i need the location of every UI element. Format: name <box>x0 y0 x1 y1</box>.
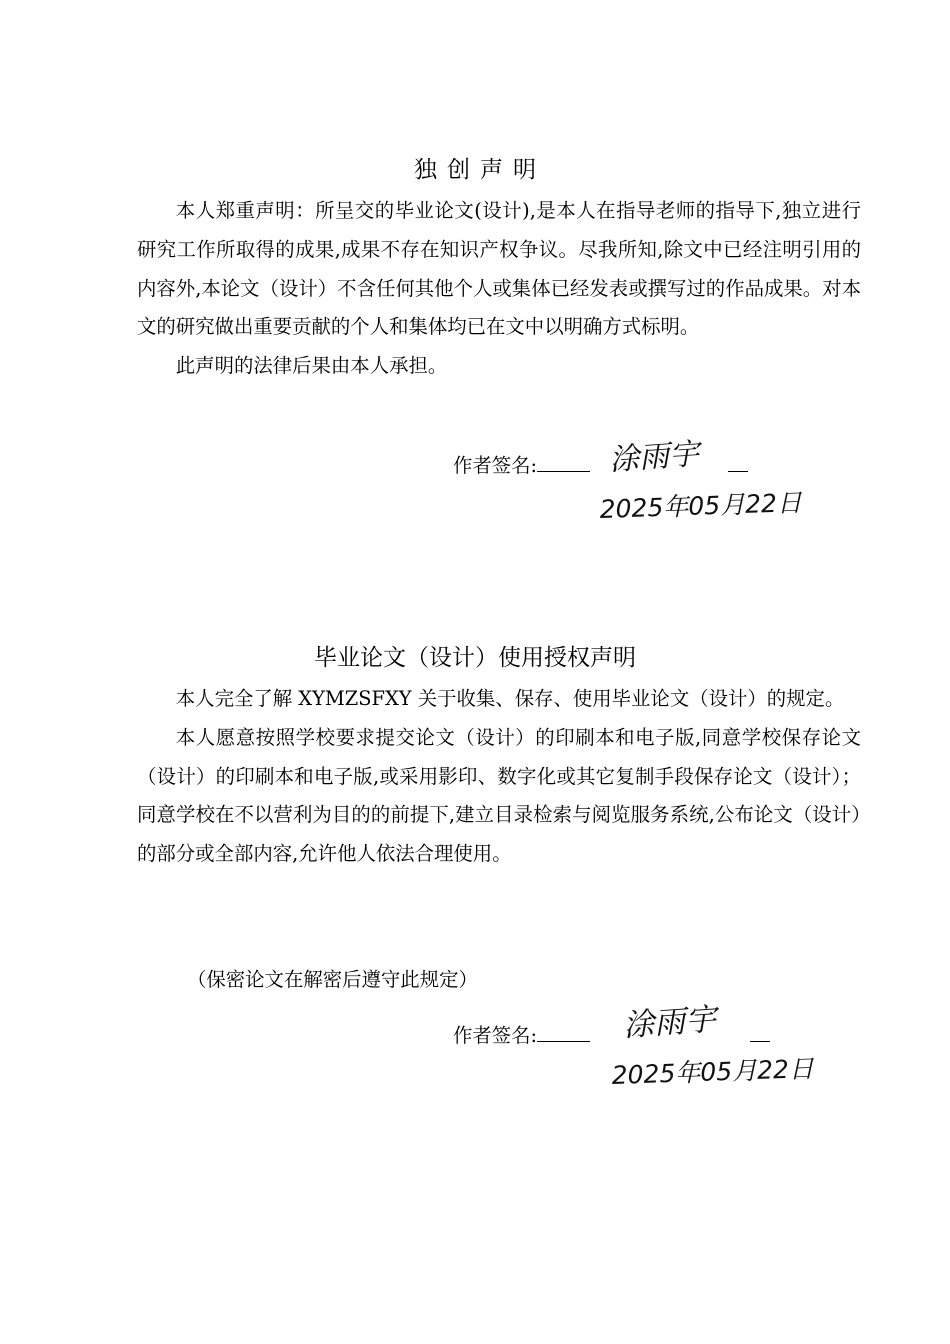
signature-label: 作者签名: <box>453 1024 538 1047</box>
originality-declaration-title: 独创声明 <box>414 157 546 183</box>
authorization-paragraph: 本人完全了解 XYMZSFXY 关于收集、保存、使用毕业论文（设计）的规定。 <box>175 687 845 710</box>
signature-blank <box>537 1019 590 1042</box>
signature-date: 2025年05月22日 <box>611 1053 815 1090</box>
handwritten-signature-2 <box>612 1000 842 1100</box>
handwritten-signature-1 <box>600 436 820 536</box>
authorization-declaration-title: 毕业论文（设计）使用授权声明 <box>314 645 636 671</box>
originality-paragraph: 本人郑重声明：所呈交的毕业论文(设计),是本人在指导老师的指导下,独立进行研究工作所取得的成果,成果不存在知识产权争议。尽我所知,除文中已经注明引用的内容外,本论文（设计）不含任何其他个人或集体已经发表或撰写过的作品成果。对本文的研究做出重要贡献的个人和集体均已在文中以明确方式标明。 <box>137 199 861 339</box>
signature-blank <box>537 449 590 472</box>
authorization-declaration-body <box>137 680 861 874</box>
originality-declaration-body <box>137 192 861 386</box>
signature-label: 作者签名: <box>453 454 538 477</box>
confidential-note: （保密论文在解密后遵守此规定） <box>187 968 478 991</box>
authorization-paragraph: 本人愿意按照学校要求提交论文（设计）的印刷本和电子版,同意学校保存论文（设计）的印刷本和电子版,或采用影印、数字化或其它复制手段保存论文（设计）；同意学校在不以营利为目的的前提下,建立目录检索与阅览服务系统,公布论文（设计）的部分或全部内容,允许他人依法合理使用。 <box>137 725 861 866</box>
signature-name: 涂雨宇 <box>608 436 701 478</box>
signature-date: 2025年05月22日 <box>599 487 803 524</box>
signature-name: 涂雨宇 <box>622 1001 718 1044</box>
originality-paragraph: 此声明的法律后果由本人承担。 <box>175 354 448 378</box>
